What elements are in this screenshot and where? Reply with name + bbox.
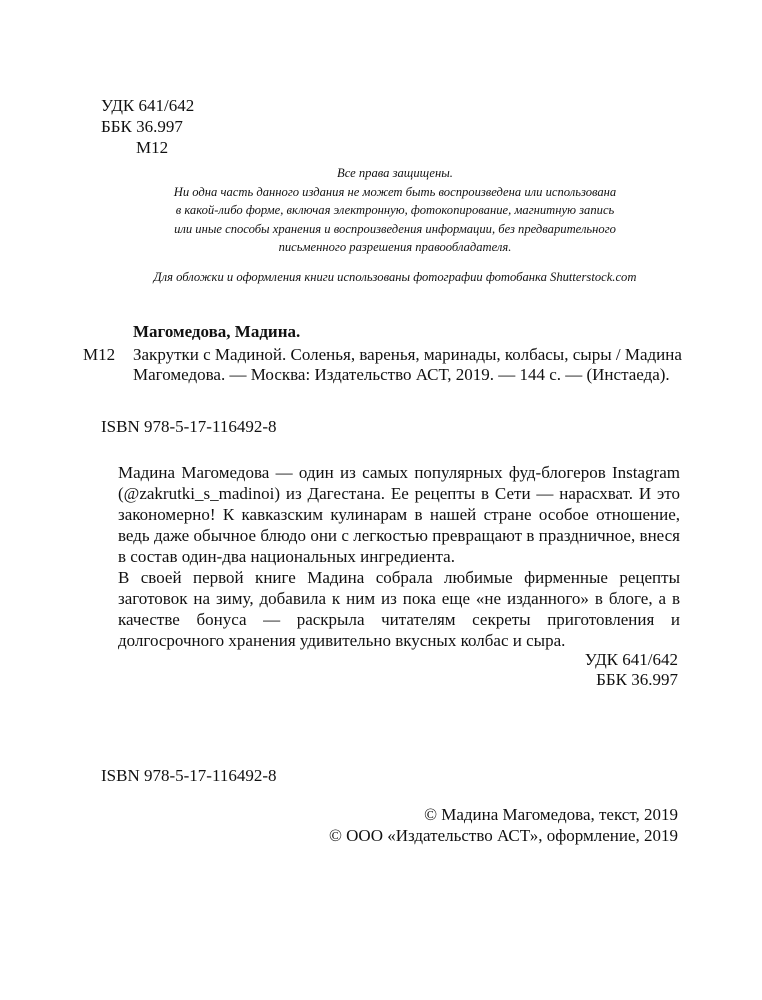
bibliographic-code: М12 xyxy=(83,345,116,364)
bbk-code-bottom: ББК 36.997 xyxy=(596,670,678,689)
bibliographic-line: Магомедова. — Москва: Издательство АСТ, 2019. — 144 с. — (Инстаеда). xyxy=(133,365,670,384)
photo-credit: Для обложки и оформления книги использованы фотографии фотобанка Shutterstock.com xyxy=(153,270,637,284)
isbn-top: ISBN 978-5-17-116492-8 xyxy=(101,417,277,436)
copyright-line: © ООО «Издательство АСТ», оформление, 2019 xyxy=(328,826,678,845)
annotation xyxy=(118,462,680,651)
bibliographic-line: Закрутки с Мадиной. Соленья, варенья, маринады, колбасы, сыры / Мадина xyxy=(133,345,682,364)
classification-bottom xyxy=(585,650,678,690)
copyright-line: © Мадина Магомедова, текст, 2019 xyxy=(424,805,678,824)
annotation-paragraph: В своей первой книге Мадина собрала любимые фирменные рецепты заготовок на зиму, добавила к ним из пока еще «не изданного» в блоге, а в качестве бонуса — раскрыла читателям секреты приготовления и долгосрочного хранения удивительно вкусных колбас и сыра. xyxy=(118,568,680,650)
udk-code-bottom: УДК 641/642 xyxy=(584,650,678,669)
isbn-bottom: ISBN 978-5-17-116492-8 xyxy=(101,766,277,785)
copyright-block xyxy=(329,804,678,846)
rights-notice xyxy=(100,164,690,257)
annotation-paragraph: Мадина Магомедова — один из самых популярных фуд-блогеров Instagram (@zakrutki_s_madinoi) из Дагестана. Ее рецепты в Сети — нарасхват. И это закономерно! К кавказским кулинарам в нашей стране особое отношение, ведь даже обычное блюдо они с легкостью превращают в праздничное, внеся в состав один-два национальных ингредиента. xyxy=(118,463,680,566)
bibliographic-description xyxy=(133,345,682,385)
udk-code-top: УДК 641/642 xyxy=(101,96,195,115)
rights-line: Все права защищены. xyxy=(337,166,453,180)
rights-line: Ни одна часть данного издания не может быть воспроизведена или использована xyxy=(173,184,617,199)
rights-line: письменного разрешения правообладателя. xyxy=(278,240,512,255)
bbk-code-top: ББК 36.997 xyxy=(101,117,183,136)
bibliographic-author: Магомедова, Мадина. xyxy=(133,322,301,341)
rights-line: или иные способы хранения и воспроизведения информации, без предварительного xyxy=(174,221,616,236)
rights-line: в какой-либо форме, включая электронную, фотокопирование, магнитную запись xyxy=(175,203,615,218)
author-sign-top: М12 xyxy=(136,138,169,157)
